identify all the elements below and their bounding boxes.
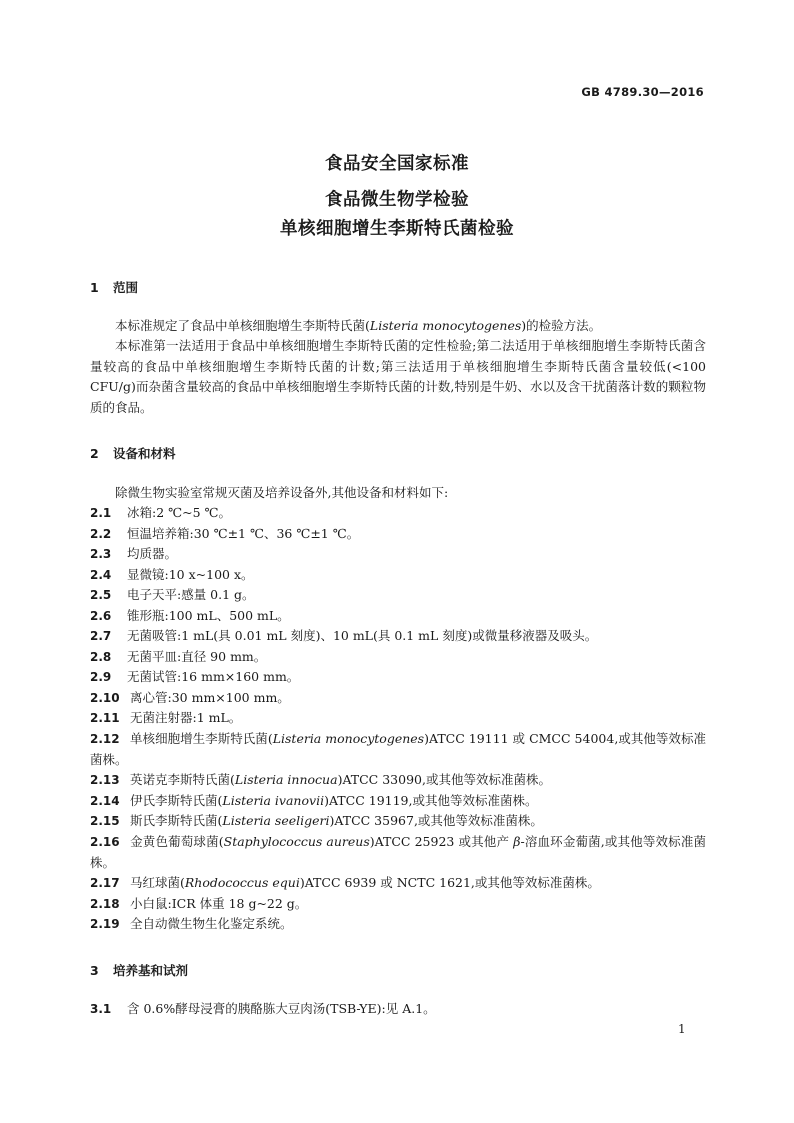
item-text: 含 0.6%酵母浸膏的胰酪胨大豆肉汤(TSB-YE):见 A.1。	[127, 1001, 436, 1016]
item-number: 2.7	[90, 629, 112, 643]
item-number: 2.1	[90, 506, 112, 520]
item-number: 2.10	[90, 691, 120, 705]
item-number: 2.3	[90, 547, 112, 561]
section2-intro: 除微生物实验室常规灭菌及培养设备外,其他设备和材料如下:	[115, 485, 449, 500]
item-number: 2.18	[90, 897, 120, 911]
list-item	[90, 524, 706, 545]
item-number: 2.9	[90, 670, 112, 684]
list-item	[90, 708, 706, 729]
p1-text-after: )的检验方法。	[521, 318, 602, 333]
list-item	[90, 791, 706, 812]
item-number: 2.12	[90, 732, 120, 746]
list-item	[90, 565, 706, 586]
standard-number: GB 4789.30—2016	[581, 85, 704, 99]
item-text-after: )ATCC 33090,或其他等效标准菌株。	[337, 772, 551, 787]
item-text-before: 单核细胞增生李斯特氏菌(	[130, 731, 273, 746]
item-text-after: -溶血环金葡菌,或其他等效标准菌株。	[90, 834, 706, 870]
list-item	[90, 647, 706, 668]
item-latin-name: Listeria monocytogenes	[272, 731, 425, 746]
list-item	[90, 832, 706, 873]
item-text: 无菌注射器:1 mL。	[130, 710, 242, 725]
item-number: 2.13	[90, 773, 120, 787]
item-number: 2.15	[90, 814, 120, 828]
item-number: 2.14	[90, 794, 120, 808]
document-title-line3: 单核细胞增生李斯特氏菌检验	[280, 219, 514, 239]
item-latin-name: Staphylococcus aureus	[223, 834, 370, 849]
item-text: 无菌平皿:直径 90 mm。	[127, 649, 267, 664]
list-item	[90, 667, 706, 688]
item-text-mid: )ATCC 25923 或其他产	[369, 834, 514, 849]
section1-paragraph1	[90, 316, 706, 337]
section1-heading	[90, 278, 138, 296]
item-number: 2.16	[90, 835, 120, 849]
item-text: 均质器。	[127, 546, 178, 561]
item-text-before: 金黄色葡萄球菌(	[130, 834, 224, 849]
item-number: 2.8	[90, 650, 112, 664]
list-item	[90, 770, 706, 791]
list-item	[90, 503, 706, 524]
p1-latin-name: Listeria monocytogenes	[369, 318, 522, 333]
list-item	[90, 688, 706, 709]
item-beta-symbol: β	[513, 834, 521, 849]
item-number: 2.2	[90, 527, 112, 541]
item-number: 3.1	[90, 1002, 112, 1016]
item-text-before: 马红球菌(	[130, 875, 185, 890]
item-text-before: 斯氏李斯特氏菌(	[130, 813, 223, 828]
list-item	[90, 729, 706, 770]
item-latin-name: Listeria seeligeri	[222, 813, 330, 828]
item-number: 2.17	[90, 876, 120, 890]
item-text: 电子天平:感量 0.1 g。	[127, 587, 255, 602]
list-item	[90, 999, 706, 1020]
list-item	[90, 606, 706, 627]
p1-text-before: 本标准规定了食品中单核细胞增生李斯特氏菌(	[115, 318, 370, 333]
page-number: 1	[678, 1022, 686, 1036]
item-text: 小白鼠:ICR 体重 18 g~22 g。	[130, 896, 308, 911]
section1-number: 1	[90, 280, 99, 295]
item-text: 无菌试管:16 mm×160 mm。	[127, 669, 300, 684]
list-item	[90, 544, 706, 565]
section3-number: 3	[90, 963, 99, 978]
item-number: 2.19	[90, 917, 120, 931]
item-text: 显微镜:10 x~100 x。	[127, 567, 254, 582]
item-text: 恒温培养箱:30 ℃±1 ℃、36 ℃±1 ℃。	[127, 526, 360, 541]
item-latin-name: Listeria innocua	[234, 772, 338, 787]
item-text-before: 伊氏李斯特氏菌(	[130, 793, 223, 808]
section1-title: 范围	[113, 280, 139, 295]
section3-title: 培养基和试剂	[113, 963, 189, 978]
item-text-after: )ATCC 6939 或 NCTC 1621,或其他等效标准菌株。	[299, 875, 600, 890]
list-item	[90, 585, 706, 606]
section1-paragraph2: 本标准第一法适用于食品中单核细胞增生李斯特氏菌的定性检验;第二法适用于单核细胞增生李斯特氏菌含量较高的食品中单核细胞增生李斯特氏菌的计数;第三法适用于单核细胞增生李斯特氏菌含量较低(<100 CFU/g)而杂菌含量较高的食品中单核细胞增生李斯特氏菌的计数,特别是牛奶、水以及含干扰菌落计数的颗粒物质的食品。	[90, 338, 706, 415]
item-latin-name: Rhodococcus equi	[184, 875, 300, 890]
section2-title: 设备和材料	[113, 446, 176, 461]
item-text-before: 英诺克李斯特氏菌(	[130, 772, 235, 787]
list-item	[90, 894, 706, 915]
item-text: 离心管:30 mm×100 mm。	[130, 690, 290, 705]
item-text: 冰箱:2 ℃~5 ℃。	[127, 505, 232, 520]
item-text: 锥形瓶:100 mL、500 mL。	[127, 608, 290, 623]
item-text-after: )ATCC 19111 或 CMCC 54004,或其他等效标准菌株。	[90, 731, 706, 767]
item-text: 无菌吸管:1 mL(具 0.01 mL 刻度)、10 mL(具 0.1 mL 刻度)或微量移液器及吸头。	[127, 628, 598, 643]
section3-heading	[90, 961, 188, 979]
list-item	[90, 811, 706, 832]
item-number: 2.4	[90, 568, 112, 582]
item-number: 2.5	[90, 588, 112, 602]
item-latin-name: Listeria ivanovii	[222, 793, 325, 808]
item-text-after: )ATCC 35967,或其他等效标准菌株。	[329, 813, 543, 828]
document-title-line2: 食品微生物学检验	[325, 190, 469, 210]
section2-heading	[90, 444, 176, 462]
list-item	[90, 873, 706, 894]
list-item	[90, 914, 706, 935]
item-number: 2.6	[90, 609, 112, 623]
item-text: 全自动微生物生化鉴定系统。	[130, 916, 293, 931]
document-title-line1: 食品安全国家标准	[325, 154, 469, 174]
item-text-after: )ATCC 19119,或其他等效标准菌株。	[324, 793, 538, 808]
section2-number: 2	[90, 446, 99, 461]
item-number: 2.11	[90, 711, 120, 725]
list-item	[90, 626, 706, 647]
